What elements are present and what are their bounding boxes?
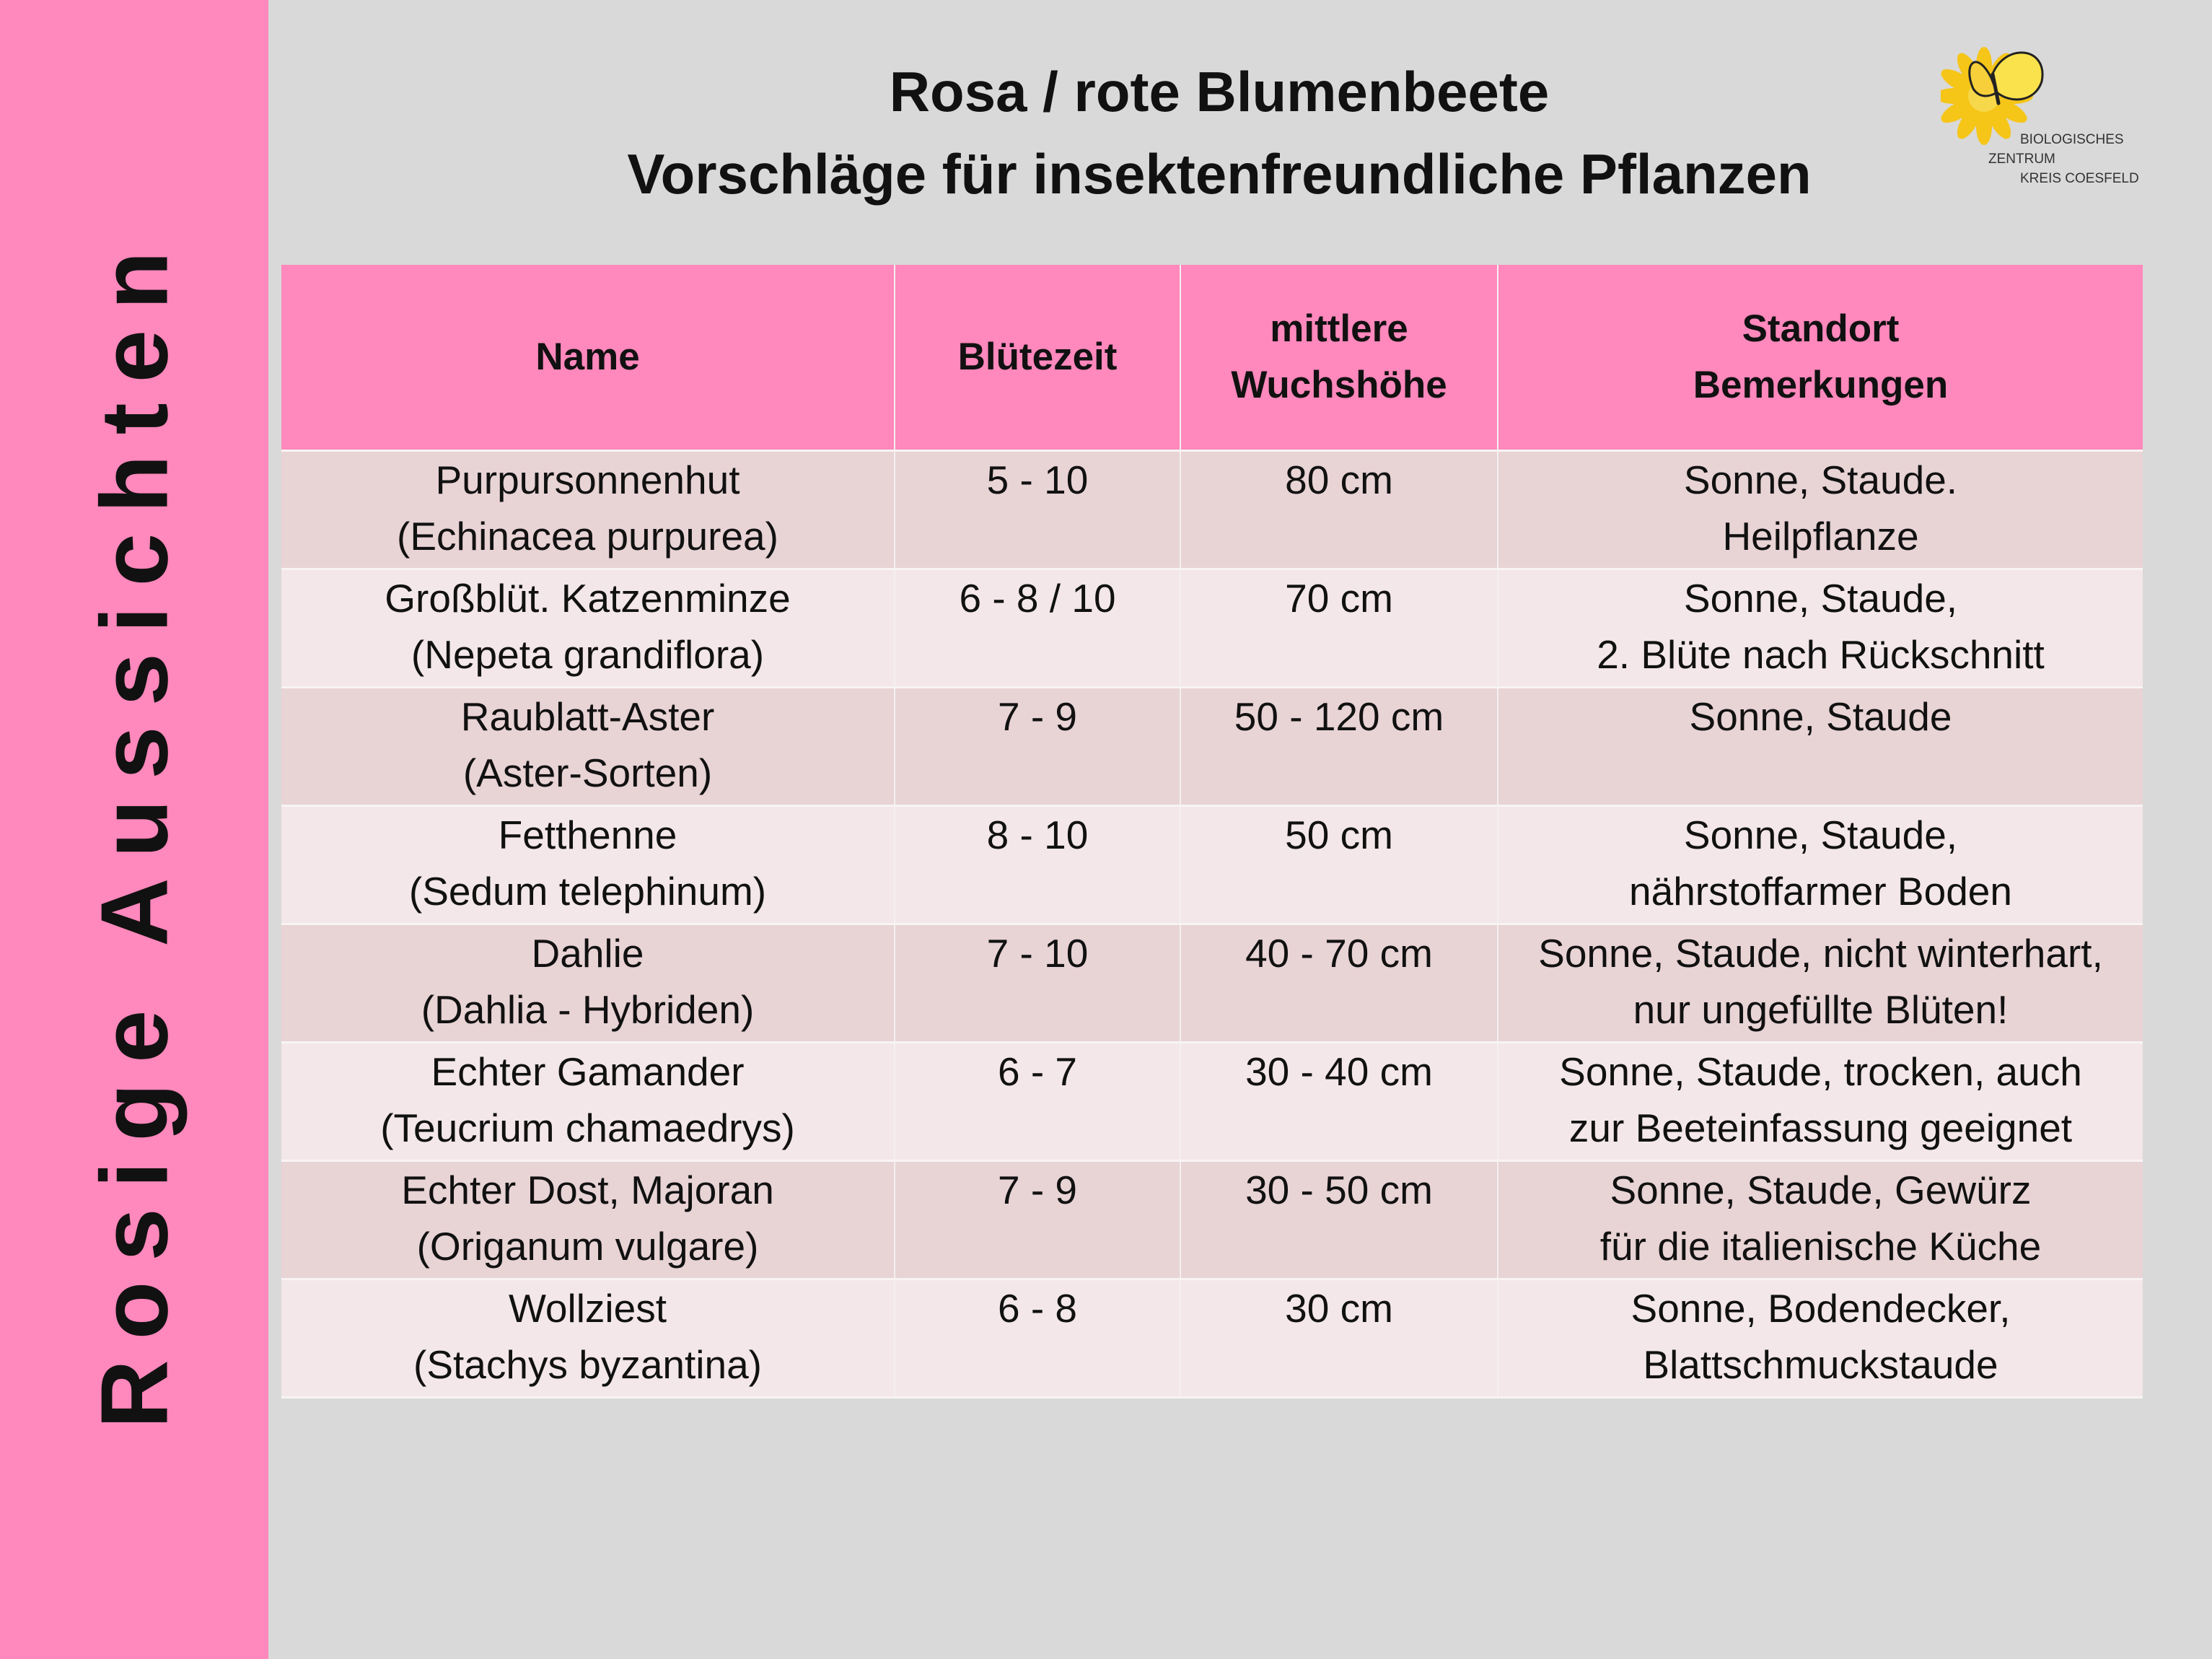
cell-standort: Sonne, Staude, trocken, auch zur Beeteinfassung geeignet xyxy=(1498,1043,2143,1161)
header-bluetezeit: Blütezeit xyxy=(895,265,1180,451)
table-row xyxy=(281,1043,2143,1161)
cell-hoehe: 70 cm xyxy=(1180,569,1498,688)
sidebar-title: Rosige Aussichten xyxy=(81,231,188,1429)
logo-text-line1: BIOLOGISCHES xyxy=(2020,132,2124,147)
table-row xyxy=(281,688,2143,806)
cell-name: Großblüt. Katzenminze (Nepeta grandiflora) xyxy=(281,569,895,688)
cell-hoehe: 50 - 120 cm xyxy=(1180,688,1498,806)
cell-name: Dahlie (Dahlia - Hybriden) xyxy=(281,924,895,1043)
logo xyxy=(1941,35,2150,193)
cell-standort: Sonne, Staude, nährstoffarmer Boden xyxy=(1498,806,2143,924)
cell-bluetezeit: 6 - 7 xyxy=(895,1043,1180,1161)
cell-hoehe: 40 - 70 cm xyxy=(1180,924,1498,1043)
table-header-row xyxy=(281,265,2143,451)
cell-standort: Sonne, Staude. Heilpflanze xyxy=(1498,451,2143,569)
table-row xyxy=(281,1279,2143,1398)
cell-name: Wollziest (Stachys byzantina) xyxy=(281,1279,895,1398)
table-row xyxy=(281,451,2143,569)
page-title: Rosa / rote Blumenbeete xyxy=(889,60,1550,123)
cell-hoehe: 30 cm xyxy=(1180,1279,1498,1398)
logo-text-line3: KREIS COESFELD xyxy=(2020,171,2139,186)
header-standort: Standort Bemerkungen xyxy=(1498,265,2143,451)
cell-standort: Sonne, Staude, 2. Blüte nach Rückschnitt xyxy=(1498,569,2143,688)
cell-standort: Sonne, Staude, nicht winterhart, nur ungefüllte Blüten! xyxy=(1498,924,2143,1043)
sidebar xyxy=(0,0,268,1659)
cell-bluetezeit: 7 - 10 xyxy=(895,924,1180,1043)
cell-hoehe: 50 cm xyxy=(1180,806,1498,924)
cell-bluetezeit: 5 - 10 xyxy=(895,451,1180,569)
cell-name: Raublatt-Aster (Aster-Sorten) xyxy=(281,688,895,806)
cell-standort: Sonne, Staude xyxy=(1498,688,2143,806)
cell-hoehe: 80 cm xyxy=(1180,451,1498,569)
cell-name: Fetthenne (Sedum telephinum) xyxy=(281,806,895,924)
cell-name: Echter Dost, Majoran (Origanum vulgare) xyxy=(281,1161,895,1279)
cell-name: Echter Gamander (Teucrium chamaedrys) xyxy=(281,1043,895,1161)
plant-table xyxy=(281,265,2143,1398)
page-subtitle: Vorschläge für insektenfreundliche Pflanzen xyxy=(627,142,1812,206)
cell-bluetezeit: 6 - 8 xyxy=(895,1279,1180,1398)
cell-hoehe: 30 - 40 cm xyxy=(1180,1043,1498,1161)
cell-bluetezeit: 6 - 8 / 10 xyxy=(895,569,1180,688)
logo-text-line2: ZENTRUM xyxy=(1988,152,2055,167)
cell-bluetezeit: 8 - 10 xyxy=(895,806,1180,924)
cell-standort: Sonne, Bodendecker, Blattschmuckstaude xyxy=(1498,1279,2143,1398)
table-row xyxy=(281,806,2143,924)
table-row xyxy=(281,569,2143,688)
table-row xyxy=(281,1161,2143,1279)
cell-bluetezeit: 7 - 9 xyxy=(895,1161,1180,1279)
cell-name: Purpursonnenhut (Echinacea purpurea) xyxy=(281,451,895,569)
cell-bluetezeit: 7 - 9 xyxy=(895,688,1180,806)
table-row xyxy=(281,924,2143,1043)
cell-standort: Sonne, Staude, Gewürz für die italienische Küche xyxy=(1498,1161,2143,1279)
cell-hoehe: 30 - 50 cm xyxy=(1180,1161,1498,1279)
header-wuchshoehe: mittlere Wuchshöhe xyxy=(1180,265,1498,451)
header-name: Name xyxy=(281,265,895,451)
